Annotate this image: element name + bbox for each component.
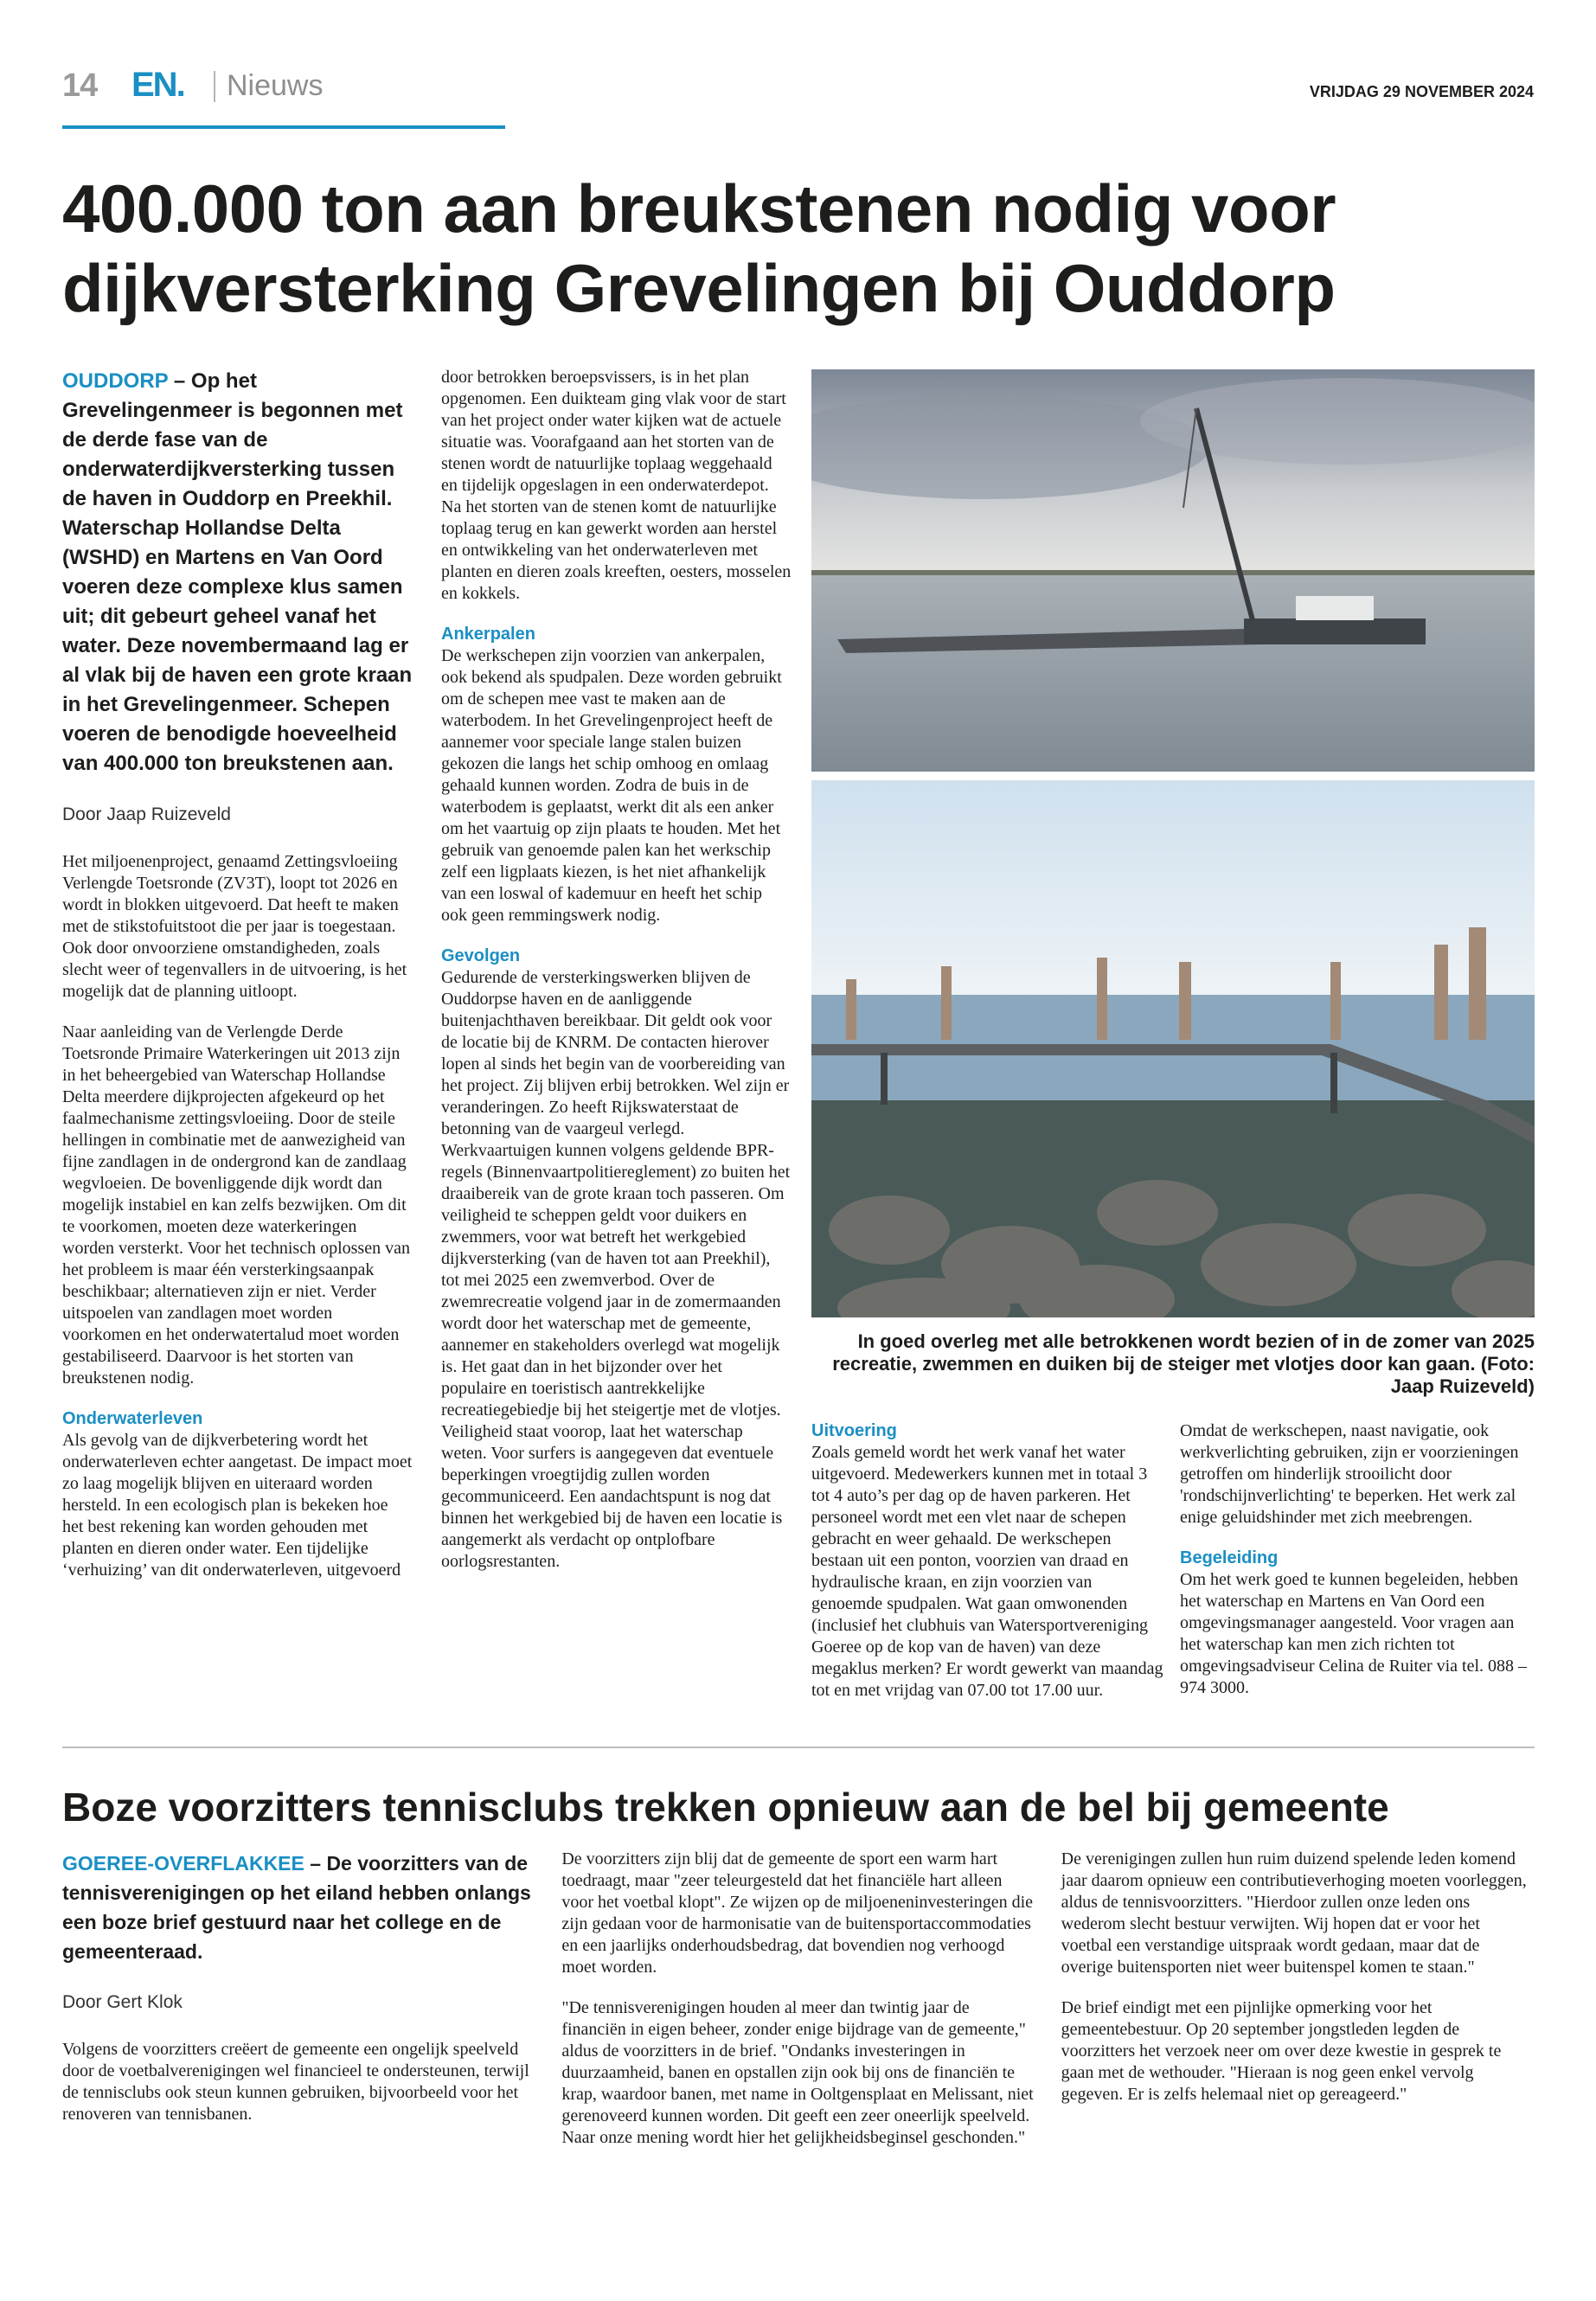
header-rule [62, 125, 505, 129]
dateline: GOEREE-OVERFLAKKEE [62, 1852, 304, 1875]
article1-right-columns [811, 1420, 1535, 1721]
paragraph: "De tennisverenigingen houden al meer dan twintig jaar de financiën in eigen beheer, zonder enige bijdrage van de gemeente," aldus de voorzitters in de brief. "Ondanks investeringen in duurzaamheid, banen en opstallen zijn ook bij ons de financiën te krap, waardoor banen, met name in Ooltgensplaat en Melissant, niet gerenoveerd kunnen worden. Dit geeft een zeer oneerlijk speelveld. Naar onze mening wordt hier het gelijkheidsbeginsel geschonden." [561, 1998, 1034, 2147]
section-label: Nieuws [227, 69, 324, 102]
article-column-4 [1180, 1420, 1535, 1721]
paragraph: Het miljoenenproject, genaamd Zettingsvloeiing Verlengde Toetsronde (ZV3T), loopt tot 2026 en wordt in blokken uitgevoerd. Dat heeft te maken met de stikstofuitstoot die per jaar is toegestaan. Ook door onvoorziene omstandigheden, zoals slecht weer of tegenvallers in de uitvoering, is het mogelijk dat de planning uitloopt. [62, 852, 407, 1001]
subheading: Uitvoering [811, 1421, 897, 1440]
subheading: Gevolgen [441, 946, 521, 965]
article-separator [62, 1747, 1535, 1748]
paragraph: Zoals gemeld wordt het werk vanaf het water uitgevoerd. Medewerkers kunnen met in totaal 3 tot 4 auto’s per dag op de haven parkeren. Het personeel wordt met een vlet naar de schepen gebracht en weer gehaald. De werkschepen bestaan uit een ponton, voorzien van draad en hydraulische kraan, en zijn voorzien van genoemde spudpalen. Wat gaan omwonenden (inclusief het clubhuis van Watersportvereniging Goeree op de kop van de haven) van deze megaklus merken? Er wordt gewerkt van maandag tot en met vrijdag van 07.00 tot 17.00 uur. [811, 1443, 1163, 1700]
paragraph: Na het storten van de stenen komt de natuurlijke toplaag terug en kan gewerkt worden aan herstel en ontwikkeling van het onderwaterleven met planten en dieren zoals kreeften, oesters, mosselen en kokkels. [441, 497, 792, 603]
paragraph: Om het werk goed te kunnen begeleiden, hebben het waterschap en Martens en Van Oord een omgevingsmanager aangesteld. Voor vragen aan het waterschap kan men zich richten tot omgevingsadviseur Celina de Ruiter via tel. 088 – 974 3000. [1180, 1570, 1528, 1697]
article-headline-2: Boze voorzitters tennisclubs trekken opnieuw aan de bel bij gemeente [62, 1785, 1389, 1830]
page-flow [62, 367, 1535, 2149]
paragraph: De voorzitters zijn blij dat de gemeente de sport een warm hart toedraagt, maar "zeer teleurgesteld dat het financiële hart alleen voor het voetbal klopt". Ze wijzen op de miljoeneninvesteringen die zijn gedaan voor de harmonisatie van de buitensportaccommodaties en een jaarlijks onderhoudsbedrag, dat bovendien nog verhoogd moet worden. [561, 1849, 1034, 1977]
article1-text-columns [62, 367, 792, 1581]
subheading: Begeleiding [1180, 1548, 1279, 1567]
article2-text-columns [62, 1849, 1535, 2149]
newspaper-logo: EN. [131, 66, 184, 104]
paragraph: Gedurende de versterkingswerken blijven de Ouddorpse haven en de aanliggende buitenjachthaven bereikbaar. Dit geldt ook voor de locatie bij de KNRM. De contacten hierover lopen al sinds het begin van de voorbereiding van het project. Zij blijven erbij betrokken. Wel zijn er veranderingen. Zo heeft Rijkswaterstaat de betonning van de vaargeul verlegd. Werkvaartuigen kunnen volgens geldende BPR-regels (Binnenvaartpolitiereglement) zo buiten het draaibereik van de grote kraan toch passeren. Om veiligheid te scheppen geldt voor duikers en zwemmers, voor wat betreft het werkgebied dijkversterking (van de haven tot aan Preekhil), tot mei 2025 een zwemverbod. Over de zwemrecreatie volgend jaar in de zomermaanden wordt door het waterschap met de gemeente, aannemer en stakeholders overlegd wat mogelijk is. Het gaat dan in het bijzonder over het populaire en toeristisch aantrekkelijke recreatiegebiedje bij het steigertje met de vlotjes. Veiligheid staat voorop, laat het waterschap weten. Voor surfers is aangegeven dat eventuele beperkingen vroegtijdig zullen worden gecommuniceerd. Een aandachtspunt is nog dat binnen het werkgebied bij de haven een locatie is aangemerkt als verdacht op ontplofbare oorlogsrestanten. [441, 968, 791, 1571]
article-column-3 [811, 1420, 1166, 1721]
paragraph: De brief eindigt met een pijnlijke opmerking voor het gemeentebestuur. Op 20 september jongstleden legden de voorzitters het verzoek neer om over deze kwestie in gesprek te gaan met de wethouder. "Hieraan is nog geen enkel vervolg gegeven. Er is zelfs helemaal niet op gereageerd." [1061, 1998, 1502, 2104]
paragraph: Omdat de werkschepen, naast navigatie, ook werkverlichting gebruiken, zijn er voorzieningen getroffen om hinderlijk strooilicht door 'rondschijnverlichting' te beperken. Het werk zal enige geluidshinder met zich meebrengen. [1180, 1421, 1519, 1527]
lead-text: – Op het Grevelingenmeer is begonnen met de derde fase van de onderwaterdijkversterking tussen de haven in Ouddorp en Preekhil. Waterschap Hollandse Delta (WSHD) en Martens en Van Oord voeren deze complexe klus samen uit; dit gebeurt geheel vanaf het water. Deze novembermaand lag er al vlak bij de haven een grote kraan in het Grevelingenmeer. Schepen voeren de benodigde hoeveelheid van 400.000 ton breukstenen aan. [62, 369, 413, 775]
header-divider [214, 71, 215, 102]
article1-right-side [811, 367, 1535, 1721]
byline: Door Gert Klok [62, 1992, 183, 2012]
paragraph: De werkschepen zijn voorzien van ankerpalen, ook bekend als spudpalen. Deze worden gebruikt om de schepen mee vast te maken aan de waterbodem. In het Grevelingenproject heeft de aannemer voor speciale lange stalen buizen gekozen die langs het schip omhoog en omlaag gehaald kunnen worden. Zodra de buis in de waterbodem is geplaatst, werkt dit als een anker om het vaartuig op zijn plaats te houden. Met het gebruik van genoemde palen kan het werkschip zelf een ligplaats kiezen, is het niet afhankelijk van een loswal of kademuur en heeft het schip ook geen remmingswerk nodig. [441, 646, 782, 925]
lead-text: – De voorzitters van de tennisverenigingen op het eiland hebben onlangs een boze brief gestuurd naar het college en de gemeenteraad. [62, 1852, 531, 1963]
jetty-image [811, 780, 1535, 1317]
article1-body [62, 367, 1535, 1721]
paragraph: De verenigingen zullen hun ruim duizend spelende leden komend jaar daarom opnieuw een contributieverhoging moeten voorleggen, aldus de tennisvoorzitters. "Hierdoor zullen onze leden ons wederom slecht bestuur verwijten. Wij hopen dat er voor het voetbal een verstandige uitspraak wordt gedaan, maar dat de overige buitensporten niet weer buitenspel komen te staan." [1061, 1849, 1527, 1977]
article-lead [62, 1849, 535, 1966]
article-headline: 400.000 ton aan breukstenen nodig voor dijkversterking Grevelingen bij Ouddorp [62, 170, 1336, 326]
subheading: Onderwaterleven [62, 1409, 203, 1428]
paragraph: Als gevolg van de dijkverbetering wordt het onderwaterleven echter aangetast. De impact moet zo laag mogelijk blijven en uiteraard worden hersteld. In een ecologisch plan is bekeken hoe het best rekening kan worden gehouden met planten en dieren onder water. Een tijdelijke ‘verhuizing’ van dit onderwaterleven, uitgevoerd door betrokken beroepsvissers, is in het plan opgenomen. Een duikteam ging vlak voor de start van het project onder water kijken wat de actuele situatie was. Voorafgaand aan het storten van de stenen wordt de natuurlijke toplaag weggehaald en tijdelijk opgeslagen in een onderwaterdepot. [62, 368, 786, 1580]
photo-caption: In goed overleg met alle betrokkenen wordt bezien of in de zomer van 2025 recreatie, zwemmen en duiken bij de steiger met vlotjes door kan gaan. (Foto: Jaap Ruizeveld) [832, 1330, 1535, 1397]
photo-jetty-swimmers [811, 780, 1535, 1317]
dateline: OUDDORP [62, 369, 169, 393]
paragraph: Naar aanleiding van de Verlengde Derde Toetsronde Primaire Waterkeringen uit 2013 zijn in het beheergebied van Waterschap Hollandse Delta meerdere dijkprojecten afgekeurd op het faalmechanisme zettingsvloeiing. Door de steile hellingen in combinatie met de aanwezigheid van fijne zandlagen in de ondergrond kan de zandlaag wegvloeien. De bovenliggende dijk wordt dan mogelijk instabiel en kan zelfs bezwijken. Om dit te voorkomen, moeten deze waterkeringen worden versterkt. Voor het technisch oplossen van het probleem is maar één versterkingsaanpak beschikbaar; alternatieven zijn er niet. Verder uitspoelen van zandlagen moet worden voorkomen en het onderwatertalud moet worden gestabiliseerd. Daarvoor is het storten van breukstenen nodig. [62, 1022, 410, 1388]
photo-crane-barge [811, 369, 1535, 772]
byline: Door Jaap Ruizeveld [62, 804, 231, 824]
subheading: Ankerpalen [441, 625, 535, 644]
page-number: 14 [62, 67, 98, 104]
paragraph: Volgens de voorzitters creëert de gemeente een ongelijk speelveld door de voetbalverenigingen wel financieel te ondersteunen, terwijl de tennisclubs ook steun kunnen gebruiken, bijvoorbeeld voor het renoveren van tennisbanen. [62, 2040, 529, 2124]
crane-barge-image [811, 369, 1535, 772]
article-lead [62, 367, 413, 779]
issue-date: VRIJDAG 29 NOVEMBER 2024 [1309, 83, 1534, 100]
